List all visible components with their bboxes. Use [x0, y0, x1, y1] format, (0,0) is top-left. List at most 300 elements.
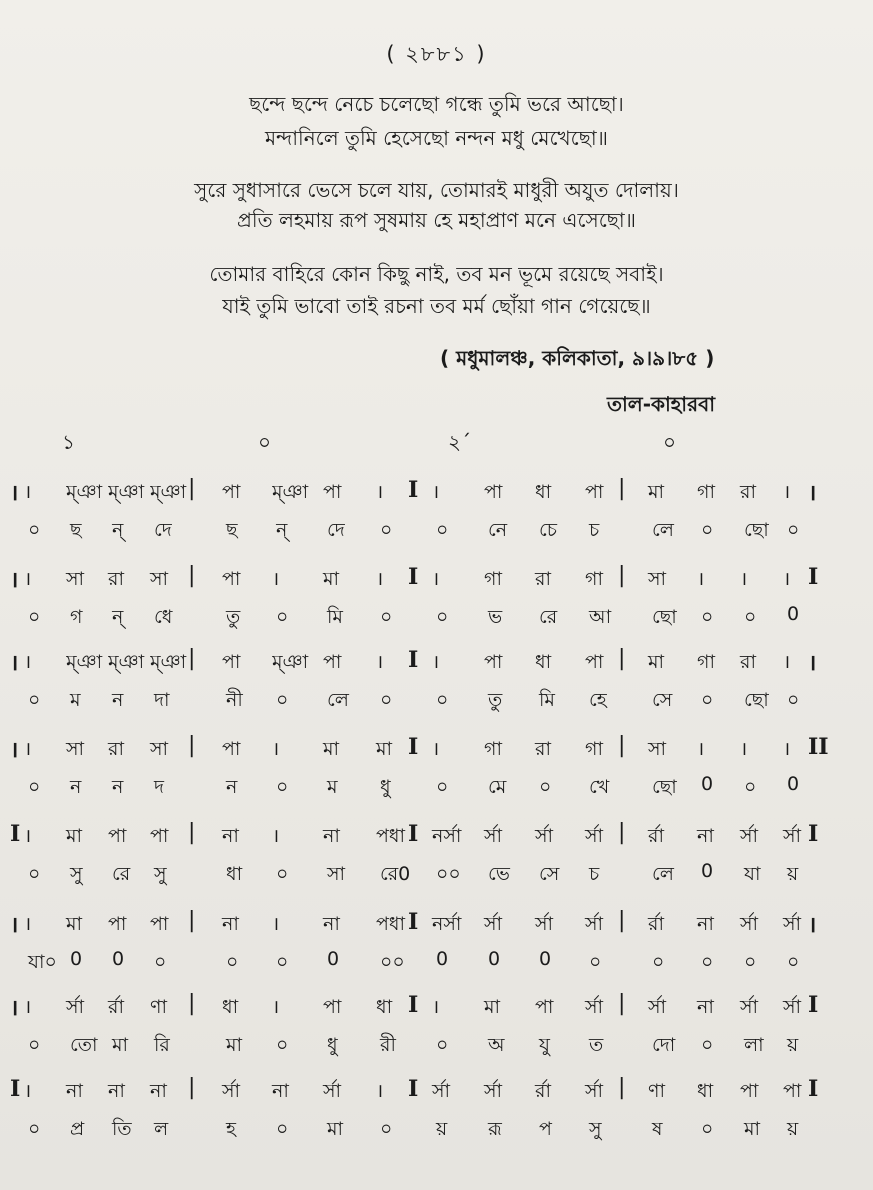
lyric-syllable: সু [154, 863, 167, 885]
row-start-mark: । [10, 995, 19, 1021]
swara-note: র্রা [108, 996, 124, 1018]
swara-note: র্সা [740, 825, 759, 847]
swara-note: পা [150, 825, 169, 847]
lyric-syllable: ০ [589, 951, 602, 973]
row-end-mark: I [808, 821, 819, 847]
swara-note: না [697, 913, 714, 935]
vibhag-bar: | [618, 476, 626, 501]
vibhag-bar: | [188, 908, 196, 933]
swara-note: ম্ঞা [66, 651, 103, 673]
lyric-syllable: ০ [28, 519, 41, 541]
lyric-syllable: ধু [327, 1034, 338, 1056]
swara-note: র্রা [648, 913, 664, 935]
lyric-syllable: মে [488, 776, 507, 798]
vibhag-bar: | [188, 820, 196, 845]
lyric-syllable: মা [112, 1034, 129, 1056]
lyric-syllable: ত [589, 1034, 604, 1056]
swara-note: সা [648, 568, 667, 590]
lyric-syllable: ০ [380, 606, 393, 628]
row-start-mark: । [10, 912, 19, 938]
lyric-syllable: ন [112, 776, 124, 798]
taal-label: তাল-কাহারবা [607, 392, 716, 416]
swara-note: ধা [535, 481, 552, 503]
swara-note: ধা [697, 1080, 714, 1102]
swara-note: ম্ঞা [150, 651, 187, 673]
swara-note: । [740, 568, 748, 590]
vibhag-bar: | [618, 563, 626, 588]
swara-note: পা [150, 913, 169, 935]
lyric-syllable: মা [327, 1118, 344, 1140]
lyric-syllable: দ [154, 776, 164, 798]
vibhag-bar: | [188, 563, 196, 588]
swara-note: র্রা [648, 825, 664, 847]
vibhag-bar: | [618, 646, 626, 671]
lyric-syllable: দে [154, 519, 172, 541]
lyric-syllable: রে [539, 606, 558, 628]
lyric-syllable: ০ [701, 689, 714, 711]
swara-note: সা [66, 568, 85, 590]
row-end-mark: । [808, 650, 817, 676]
swara-note: রা [740, 481, 756, 503]
swara-note: । [697, 738, 705, 760]
lyric-syllable: হ [226, 1118, 236, 1140]
half-cycle-mark: I [408, 821, 419, 847]
row-end-mark: I [808, 992, 819, 1018]
lyric-syllable: ম [327, 776, 338, 798]
half-cycle-mark: I [408, 1076, 419, 1102]
swara-note: ধা [376, 996, 393, 1018]
lyric-syllable: ভে [488, 863, 510, 885]
swara-note: । [24, 1080, 32, 1102]
swara-note: মা [484, 996, 501, 1018]
lyric-syllable: ছো [744, 519, 769, 541]
lyric-syllable: রি [154, 1034, 170, 1056]
swara-note: র্সা [783, 825, 802, 847]
swara-note: পা [108, 825, 127, 847]
lyric-syllable: তি [112, 1118, 132, 1140]
lyric-syllable: লে [327, 689, 349, 711]
swara-note: র্সা [432, 1080, 451, 1102]
lyric-syllable: ০ [652, 951, 665, 973]
swara-note: পা [535, 996, 554, 1018]
swara-note: ম্ঞা [272, 651, 309, 673]
lyric-syllable: 0 [701, 860, 714, 882]
half-cycle-mark: I [408, 909, 419, 935]
lyric-syllable: ন্ [112, 606, 124, 628]
lyric-line-5: তোমার বাহিরে কোন কিছু নাই, তব মন ভূমে রয়েছে সবাই। [209, 262, 664, 286]
half-cycle-mark: I [408, 992, 419, 1018]
row-start-mark: । [10, 480, 19, 506]
vibhag-bar: | [188, 646, 196, 671]
swara-note: ম্ঞা [272, 481, 309, 503]
swara-note: রা [108, 738, 124, 760]
swara-note: ণা [648, 1080, 665, 1102]
lyric-syllable: সু [70, 863, 83, 885]
lyric-syllable: ষ [652, 1118, 663, 1140]
swara-note: র্সা [585, 913, 604, 935]
swara-note: । [272, 738, 280, 760]
lyric-syllable: ০ [276, 1034, 289, 1056]
swara-note: র্সা [222, 1080, 241, 1102]
swara-note: না [323, 825, 340, 847]
swara-note: পা [323, 651, 342, 673]
lyric-syllable: ল [154, 1118, 169, 1140]
lyric-syllable: যা০ [28, 951, 57, 973]
half-cycle-mark: I [408, 477, 419, 503]
lyric-syllable: তু [226, 606, 241, 628]
swara-note: । [376, 1080, 384, 1102]
beat-marker-2: ০ [258, 430, 272, 454]
lyric-line-4: প্রতি লহমায় রূপ সুষমায় হে মহাপ্রাণ মনে এসেছো॥ [237, 208, 636, 232]
lyric-syllable: ০ [787, 519, 800, 541]
swara-note: ধা [535, 651, 552, 673]
lyric-syllable: ০ [436, 776, 449, 798]
lyric-syllable: সু [589, 1118, 602, 1140]
swara-note: মা [66, 913, 83, 935]
lyric-syllable: চ [589, 519, 600, 541]
swara-note: ম্ঞা [108, 481, 145, 503]
swara-note: পধা [376, 913, 406, 935]
swara-note: ম্ঞা [66, 481, 103, 503]
swara-note: । [740, 738, 748, 760]
lyric-syllable: ০ [28, 863, 41, 885]
swara-note: পা [222, 481, 241, 503]
beat-marker-4: ০ [663, 430, 677, 454]
swara-note: না [108, 1080, 125, 1102]
lyric-syllable: ন [226, 776, 238, 798]
page-number: ( ২৮৮১ ) [386, 42, 487, 66]
swara-note: নর্সা [432, 913, 462, 935]
lyric-syllable: মা [744, 1118, 761, 1140]
lyric-syllable: ০ [28, 689, 41, 711]
row-start-mark: । [10, 650, 19, 676]
swara-note: ধা [222, 996, 239, 1018]
lyric-syllable: ০ [28, 606, 41, 628]
lyric-syllable: ০ [744, 951, 757, 973]
swara-note: ম্ঞা [108, 651, 145, 673]
swara-note: । [272, 913, 280, 935]
lyric-syllable: দা [154, 689, 170, 711]
swara-note: র্সা [783, 996, 802, 1018]
lyric-syllable: ০ [276, 689, 289, 711]
lyric-syllable: ০ [436, 1034, 449, 1056]
lyric-syllable: রে0 [380, 863, 411, 885]
lyric-syllable: চ [589, 863, 600, 885]
lyric-syllable: নী [226, 689, 243, 711]
swara-note: । [24, 913, 32, 935]
swara-note: । [376, 568, 384, 590]
lyric-syllable: ০ [380, 689, 393, 711]
swara-note: গা [484, 738, 502, 760]
lyric-syllable: লে [652, 863, 674, 885]
swara-note: । [272, 996, 280, 1018]
lyric-syllable: ০ [276, 776, 289, 798]
swara-note: । [24, 996, 32, 1018]
lyric-syllable: য় [787, 863, 799, 885]
lyric-syllable: ০ [701, 519, 714, 541]
swara-note: না [272, 1080, 289, 1102]
lyric-syllable: লা [744, 1034, 764, 1056]
lyric-syllable: যা [744, 863, 761, 885]
lyric-syllable: ০ [436, 519, 449, 541]
swara-note: । [24, 651, 32, 673]
lyric-syllable: সে [652, 689, 673, 711]
lyric-syllable: ধু [380, 776, 391, 798]
lyric-syllable: ০ [276, 863, 289, 885]
swara-note: না [697, 825, 714, 847]
lyric-syllable: ধে [154, 606, 173, 628]
lyric-syllable: ০ [380, 519, 393, 541]
swara-note: রা [535, 568, 551, 590]
vibhag-bar: | [188, 1075, 196, 1100]
lyric-syllable: ০ [28, 1118, 41, 1140]
lyric-syllable: ধা [226, 863, 243, 885]
swara-note: র্সা [585, 1080, 604, 1102]
swara-note: সা [66, 738, 85, 760]
swara-note: সা [150, 568, 169, 590]
lyric-syllable: ০ [701, 1118, 714, 1140]
lyric-syllable: মা [226, 1034, 243, 1056]
lyric-line-1: ছন্দে ছন্দে নেচে চলেছো গন্ধে তুমি ভরে আছো। [249, 92, 624, 116]
half-cycle-mark: I [408, 734, 419, 760]
swara-note: পধা [376, 825, 406, 847]
lyric-syllable: দো [652, 1034, 676, 1056]
swara-note: পা [222, 738, 241, 760]
swara-note: । [783, 481, 791, 503]
row-end-mark: । [808, 480, 817, 506]
lyric-syllable: ০ [276, 606, 289, 628]
swara-note: । [432, 738, 440, 760]
swara-note: না [222, 825, 239, 847]
row-start-mark: I [10, 1076, 21, 1102]
lyric-syllable: ছ [70, 519, 82, 541]
swara-note: পা [108, 913, 127, 935]
swara-note: মা [323, 738, 340, 760]
swara-note: র্সা [535, 913, 554, 935]
swara-note: ণা [150, 996, 167, 1018]
lyric-syllable: 0 [787, 773, 800, 795]
composition-source: ( মধুমালঞ্চ, কলিকাতা, ৯।৯।৮৫ ) [440, 346, 715, 370]
swara-note: না [697, 996, 714, 1018]
lyric-syllable: অ [488, 1034, 505, 1056]
lyric-syllable: ভ [488, 606, 503, 628]
row-end-mark: I [808, 564, 819, 590]
vibhag-bar: | [618, 820, 626, 845]
swara-note: সা [150, 738, 169, 760]
lyric-syllable: দে [327, 519, 345, 541]
swara-note: পা [222, 568, 241, 590]
swara-note: । [783, 651, 791, 673]
swara-note: পা [323, 996, 342, 1018]
swara-note: । [272, 568, 280, 590]
swara-note: পা [585, 481, 604, 503]
lyric-syllable: ০০ [436, 863, 461, 885]
swara-note: র্সা [648, 996, 667, 1018]
lyric-line-6: যাই তুমি ভাবো তাই রচনা তব মর্ম ছোঁয়া গান গেয়েছে॥ [222, 294, 651, 318]
swara-note: । [24, 568, 32, 590]
swara-note: ম্ঞা [150, 481, 187, 503]
swara-note: নর্সা [432, 825, 462, 847]
lyric-syllable: ০ [436, 689, 449, 711]
swara-note: পা [740, 1080, 759, 1102]
lyric-syllable: 0 [787, 603, 800, 625]
beat-marker-3: ২´ [448, 430, 472, 454]
lyric-syllable: নে [488, 519, 508, 541]
lyric-syllable: রে [112, 863, 131, 885]
swara-note: মা [648, 651, 665, 673]
swara-note: র্সা [323, 1080, 342, 1102]
swara-note: র্সা [585, 996, 604, 1018]
swara-note: । [697, 568, 705, 590]
swara-note: সা [648, 738, 667, 760]
lyric-syllable: 0 [327, 948, 340, 970]
swara-note: পা [484, 481, 503, 503]
row-end-mark: I [808, 1076, 819, 1102]
lyric-syllable: 0 [112, 948, 125, 970]
lyric-syllable: ০ [787, 951, 800, 973]
lyric-syllable: লে [652, 519, 674, 541]
lyric-syllable: ০ [28, 1034, 41, 1056]
swara-note: র্সা [740, 996, 759, 1018]
lyric-syllable: প্র [70, 1118, 85, 1140]
lyric-syllable: ০ [226, 951, 239, 973]
swara-note: না [222, 913, 239, 935]
lyric-syllable: তো [70, 1034, 98, 1056]
half-cycle-mark: I [408, 647, 419, 673]
row-start-mark: । [10, 737, 19, 763]
lyric-syllable: য় [436, 1118, 448, 1140]
lyric-syllable: ন্ [112, 519, 124, 541]
swara-note: রা [108, 568, 124, 590]
lyric-syllable: খে [589, 776, 610, 798]
swara-note: গা [585, 738, 603, 760]
lyric-syllable: ০ [787, 689, 800, 711]
swara-note: র্সা [484, 913, 503, 935]
lyric-syllable: 0 [488, 948, 501, 970]
swara-note: । [432, 996, 440, 1018]
swara-note: গা [484, 568, 502, 590]
lyric-syllable: ছো [652, 606, 677, 628]
lyric-syllable: য় [787, 1034, 799, 1056]
swara-note: না [150, 1080, 167, 1102]
lyric-syllable: ০ [744, 606, 757, 628]
row-end-mark: II [808, 734, 829, 760]
lyric-syllable: মি [539, 689, 555, 711]
swara-note: গা [697, 651, 715, 673]
lyric-syllable: রী [380, 1034, 396, 1056]
swara-note: মা [648, 481, 665, 503]
lyric-syllable: ০ [744, 776, 757, 798]
swara-note: গা [585, 568, 603, 590]
swara-note: রা [740, 651, 756, 673]
swara-note: পা [222, 651, 241, 673]
swara-note: র্সা [740, 913, 759, 935]
lyric-syllable: ম [70, 689, 81, 711]
swara-note: । [783, 568, 791, 590]
vibhag-bar: | [618, 991, 626, 1016]
lyric-syllable: 0 [70, 948, 83, 970]
swara-note: গা [697, 481, 715, 503]
row-start-mark: । [10, 567, 19, 593]
swara-note: । [24, 825, 32, 847]
half-cycle-mark: I [408, 564, 419, 590]
lyric-syllable: আ [589, 606, 612, 628]
swara-note: । [432, 651, 440, 673]
lyric-syllable: তু [488, 689, 503, 711]
swara-note: পা [783, 1080, 802, 1102]
swara-note: পা [323, 481, 342, 503]
swara-note: । [24, 481, 32, 503]
swara-note: মা [376, 738, 393, 760]
lyric-syllable: ০ [154, 951, 167, 973]
lyric-syllable: রূ [488, 1118, 502, 1140]
lyric-syllable: ছো [652, 776, 677, 798]
beat-marker-1: ১ [62, 430, 75, 454]
lyric-syllable: সা [327, 863, 346, 885]
swara-note: । [432, 481, 440, 503]
lyric-syllable: ন্ [276, 519, 288, 541]
lyric-syllable: ০ [701, 1034, 714, 1056]
swara-note: র্সা [535, 825, 554, 847]
swara-note: র্সা [484, 825, 503, 847]
swara-note: র্সা [484, 1080, 503, 1102]
swara-note: মা [66, 825, 83, 847]
swara-note: । [272, 825, 280, 847]
swara-note: রা [535, 738, 551, 760]
swara-note: র্সা [783, 913, 802, 935]
lyric-syllable: ০ [380, 1118, 393, 1140]
row-start-mark: I [10, 821, 21, 847]
lyric-syllable: চে [539, 519, 557, 541]
swara-note: । [376, 481, 384, 503]
swara-note: না [66, 1080, 83, 1102]
lyric-syllable: প [539, 1118, 552, 1140]
lyric-syllable: 0 [539, 948, 552, 970]
lyric-syllable: হে [589, 689, 607, 711]
swara-note: । [376, 651, 384, 673]
lyric-syllable: ছো [744, 689, 769, 711]
lyric-syllable: ০ [701, 951, 714, 973]
swara-note: । [783, 738, 791, 760]
lyric-syllable: 0 [436, 948, 449, 970]
lyric-syllable: ০ [701, 606, 714, 628]
swara-note: পা [484, 651, 503, 673]
lyric-syllable: ০ [276, 951, 289, 973]
swara-note: র্সা [66, 996, 85, 1018]
vibhag-bar: | [188, 476, 196, 501]
lyric-line-3: সুরে সুধাসারে ভেসে চলে যায়, তোমারই মাধুরী অযুত দোলায়। [194, 178, 679, 202]
swara-note: মা [323, 568, 340, 590]
vibhag-bar: | [618, 733, 626, 758]
row-end-mark: । [808, 912, 817, 938]
lyric-syllable: ০ [436, 606, 449, 628]
swara-note: র্রা [535, 1080, 551, 1102]
lyric-syllable: যু [539, 1034, 550, 1056]
lyric-syllable: 0 [701, 773, 714, 795]
lyric-syllable: ছ [226, 519, 238, 541]
lyric-syllable: ন [112, 689, 124, 711]
lyric-syllable: গ [70, 606, 83, 628]
lyric-syllable: মি [327, 606, 343, 628]
vibhag-bar: | [618, 908, 626, 933]
vibhag-bar: | [188, 991, 196, 1016]
swara-note: । [432, 568, 440, 590]
lyric-syllable: ০ [539, 776, 552, 798]
vibhag-bar: | [618, 1075, 626, 1100]
lyric-syllable: ০ [276, 1118, 289, 1140]
lyric-syllable: ন [70, 776, 82, 798]
swara-note: না [323, 913, 340, 935]
